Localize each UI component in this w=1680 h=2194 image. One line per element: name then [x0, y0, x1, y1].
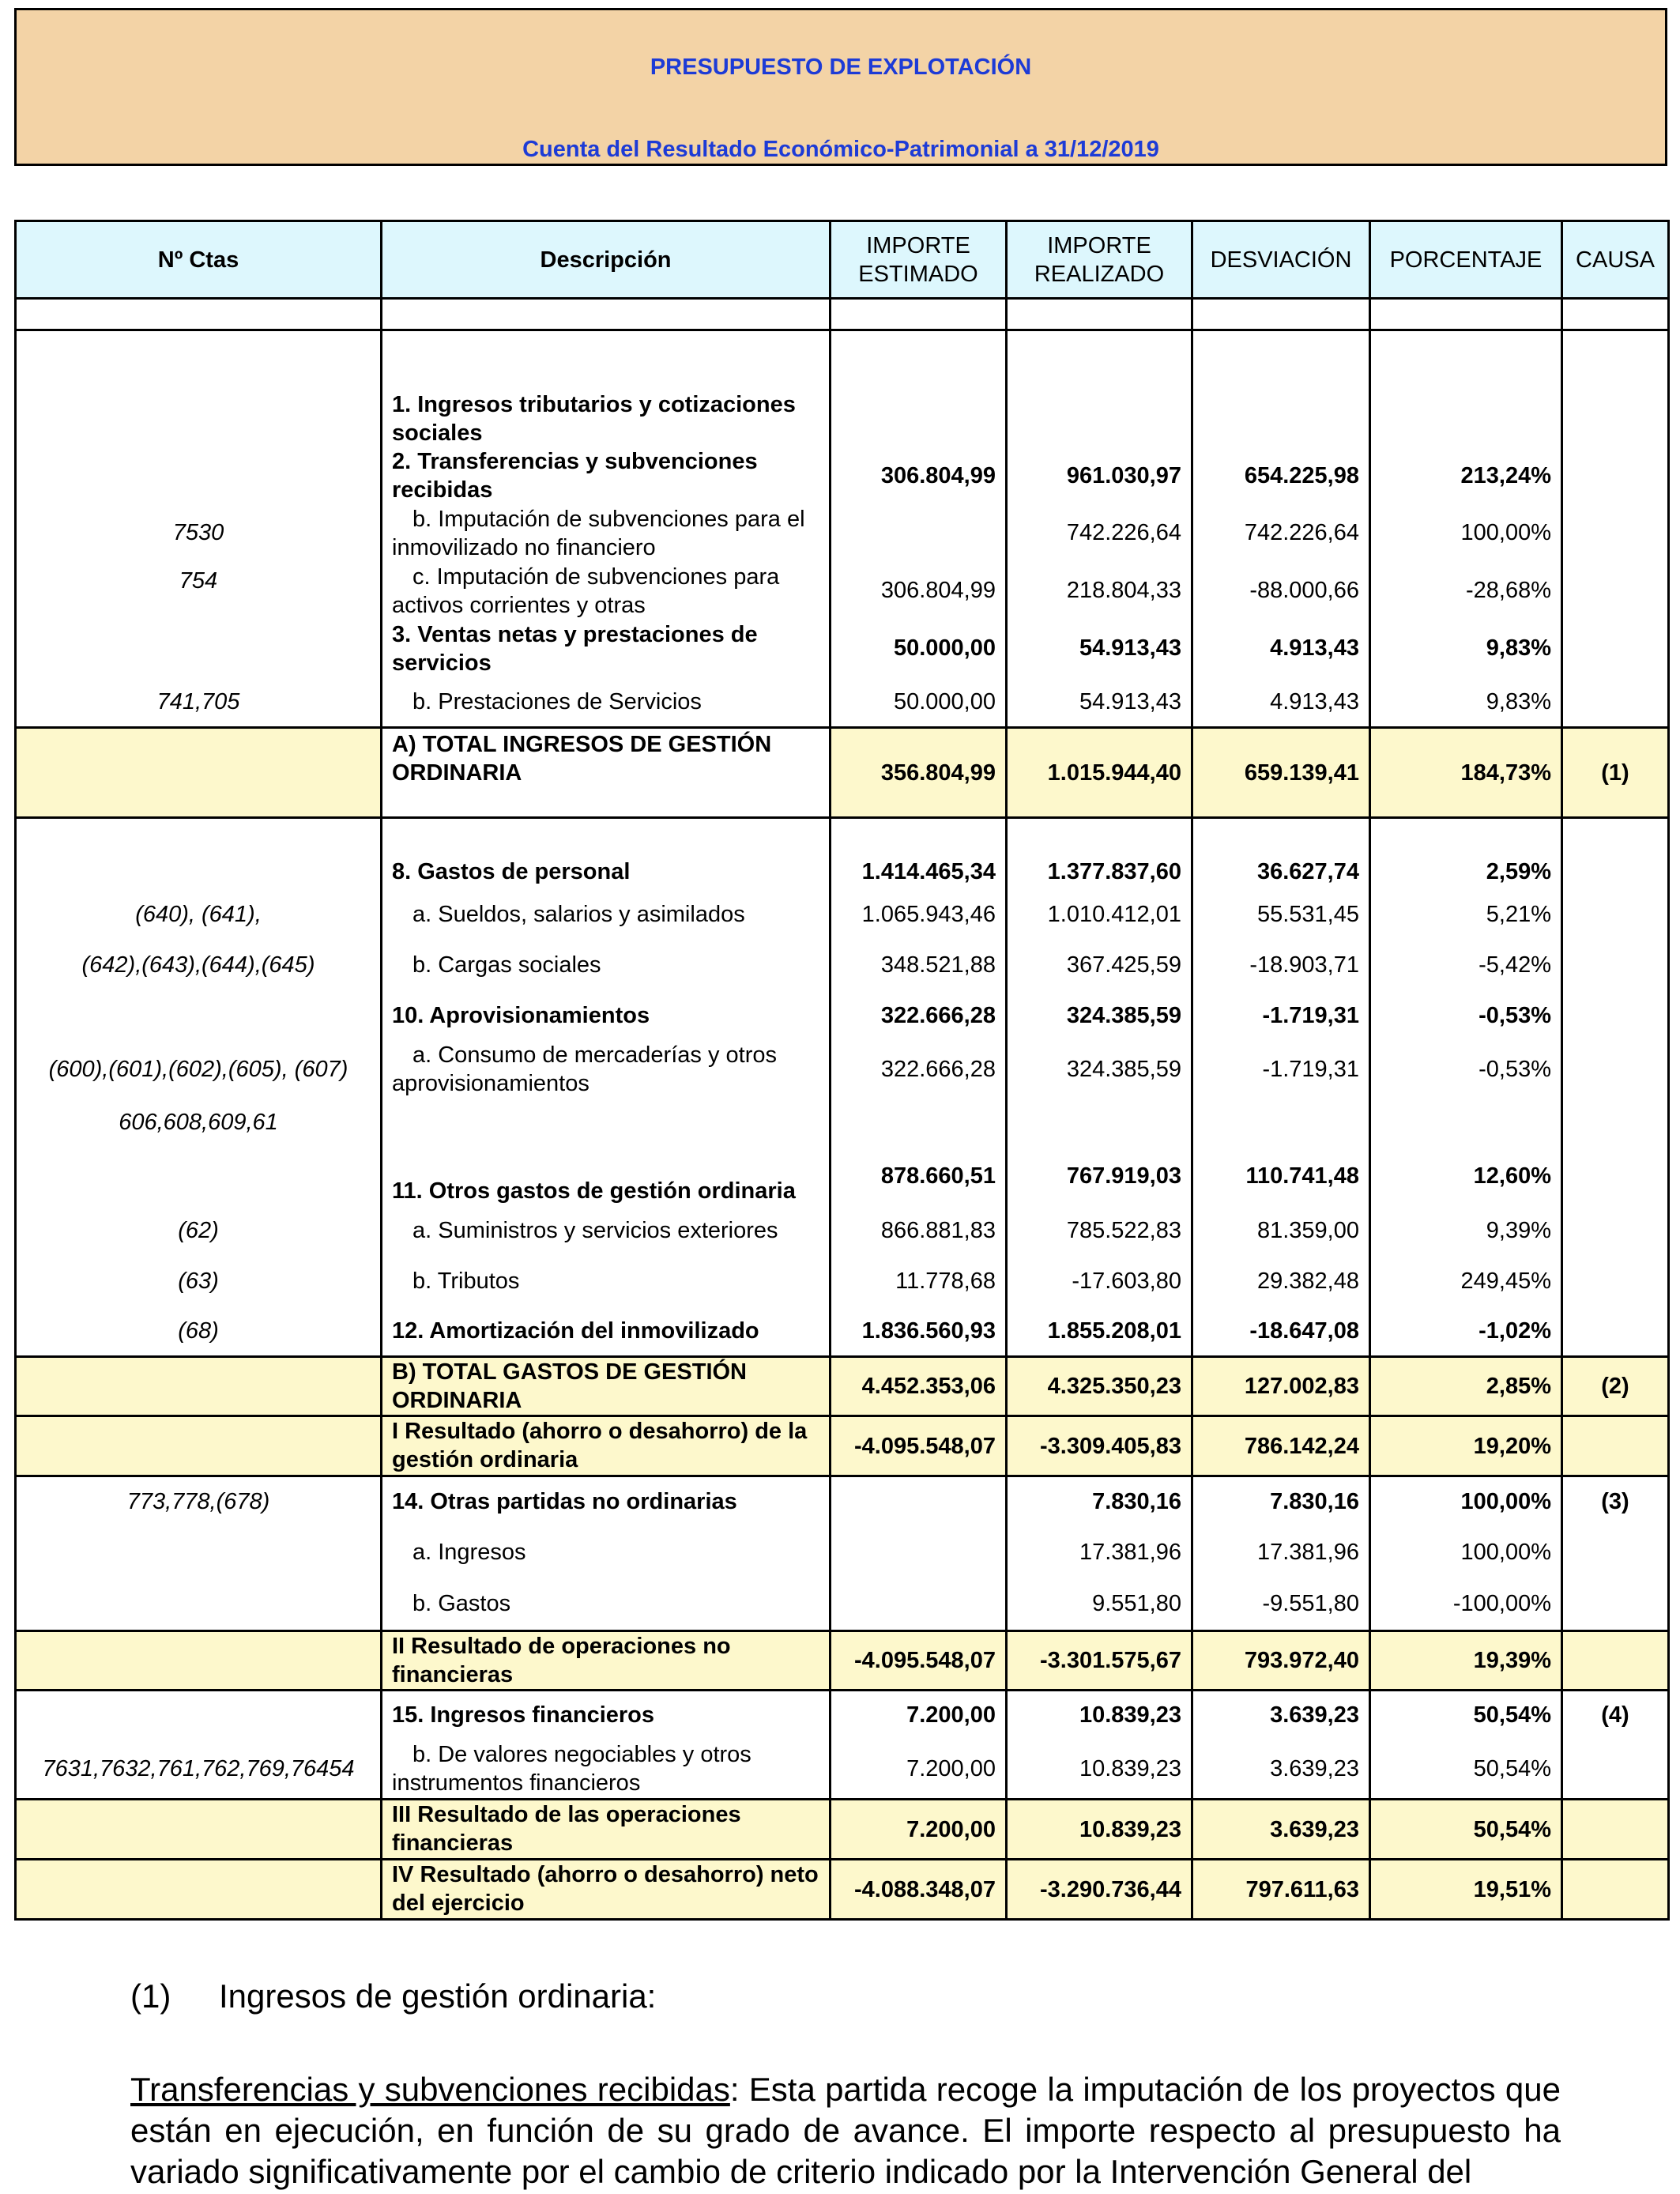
table-row: (62) a. Suministros y servicios exteriores 866.881,83 785.522,83 81.359,00 9,39% [16, 1205, 1669, 1256]
table-row: 754 c. Imputación de subvenciones para activos corrientes y otras 306.804,99 218.804,33 -88.000,66 -28,68% [16, 562, 1669, 620]
table-row: 11. Otros gastos de gestión ordinaria 878.660,51 767.919,03 110.741,48 12,60% [16, 1147, 1669, 1205]
table-row: 3. Ventas netas y prestaciones de servicios 50.000,00 54.913,43 4.913,43 9,83% [16, 620, 1669, 677]
page-title: PRESUPUESTO DE EXPLOTACIÓN [650, 55, 1032, 80]
col-header-porcentaje: PORCENTAJE [1370, 221, 1562, 299]
para-title: Transferencias y subvenciones recibidas [130, 2071, 730, 2108]
table-row: (642),(643),(644),(645) b. Cargas sociales 348.521,88 367.425,59 -18.903,71 -5,42% [16, 940, 1669, 990]
table-row: 7530 b. Imputación de subvenciones para el inmovilizado no financiero 742.226,64 742.226,64 100,00% [16, 504, 1669, 562]
table-row-total: II Resultado de operaciones no financieras -4.095.548,07 -3.301.575,67 793.972,40 19,39% [16, 1631, 1669, 1691]
para-text: : Esta partida recoge la imputación de los proyectos que están en ejecución, en función de su grado de avance. El importe respecto al presupuesto ha variado significativamente por el cambio de criterio indicado por la Intervención General del [130, 2071, 1561, 2190]
table-row: (68) 12. Amortización del inmovilizado 1.836.560,93 1.855.208,01 -18.647,08 -1,02% [16, 1306, 1669, 1357]
table-row: 741,705 b. Prestaciones de Servicios 50.000,00 54.913,43 4.913,43 9,83% [16, 677, 1669, 728]
table-row: (640), (641), a. Sueldos, salarios y asimilados 1.065.943,46 1.010.412,01 55.531,45 5,21% [16, 889, 1669, 940]
table-row: 8. Gastos de personal 1.414.465,34 1.377.837,60 36.627,74 2,59% [16, 818, 1669, 889]
causa-badge: (4) [1562, 1691, 1669, 1740]
table-row: 15. Ingresos financieros 7.200,00 10.839,23 3.639,23 50,54% (4) [16, 1691, 1669, 1740]
col-header-realizado: IMPORTE REALIZADO [1007, 221, 1192, 299]
note-title: Ingresos de gestión ordinaria: [219, 1977, 657, 2015]
col-header-causa: CAUSA [1562, 221, 1669, 299]
table-row-total: A) TOTAL INGRESOS DE GESTIÓN ORDINARIA 356.804,99 1.015.944,40 659.139,41 184,73% (1) [16, 728, 1669, 818]
row-desc: 1. Ingresos tributarios y cotizaciones sociales [382, 330, 831, 447]
col-header-descripcion: Descripción [382, 221, 831, 299]
col-header-ctas: Nº Ctas [16, 221, 382, 299]
causa-badge: (3) [1562, 1476, 1669, 1527]
table-row-total: B) TOTAL GASTOS DE GESTIÓN ORDINARIA 4.452.353,06 4.325.350,23 127.002,83 2,85% (2) [16, 1357, 1669, 1416]
table-row [16, 330, 1669, 447]
col-header-desviacion: DESVIACIÓN [1192, 221, 1370, 299]
table-header-row [16, 221, 1669, 299]
note-number: (1) [130, 1977, 171, 2015]
table-row-total: I Resultado (ahorro o desahorro) de la gestión ordinaria -4.095.548,07 -3.309.405,83 786.142,24 19,20% [16, 1416, 1669, 1476]
title-box [14, 8, 1667, 166]
page-subtitle: Cuenta del Resultado Económico-Patrimonial a 31/12/2019 [522, 137, 1159, 162]
note-paragraph [130, 2069, 1561, 2192]
budget-table-body [14, 329, 1670, 1921]
table-row-total: IV Resultado (ahorro o desahorro) neto del ejercicio -4.088.348,07 -3.290.736,44 797.611,63 19,51% [16, 1860, 1669, 1920]
table-row: (63) b. Tributos 11.778,68 -17.603,80 29.382,48 249,45% [16, 1256, 1669, 1306]
table-row-spacer [16, 299, 1669, 330]
table-row: (600),(601),(602),(605), (607) a. Consumo de mercaderías y otros aprovisionamientos 322.666,28 324.385,59 -1.719,31 -0,53% [16, 1041, 1669, 1098]
table-row: 7631,7632,761,762,769,76454 b. De valores negociables y otros instrumentos financieros 7.200,00 10.839,23 3.639,23 50,54% [16, 1740, 1669, 1800]
table-row: 606,608,609,61 [16, 1098, 1669, 1147]
note-1-heading [130, 1977, 656, 2015]
table-row-total: III Resultado de las operaciones financieras 7.200,00 10.839,23 3.639,23 50,54% [16, 1800, 1669, 1860]
table-row: 10. Aprovisionamientos 322.666,28 324.385,59 -1.719,31 -0,53% [16, 990, 1669, 1041]
causa-badge: (2) [1562, 1357, 1669, 1416]
budget-table [14, 220, 1670, 331]
table-row: 2. Transferencias y subvenciones recibidas 306.804,99 961.030,97 654.225,98 213,24% [16, 447, 1669, 504]
table-row: 773,778,(678) 14. Otras partidas no ordinarias 7.830,16 7.830,16 100,00% (3) [16, 1476, 1669, 1527]
causa-badge: (1) [1562, 728, 1669, 818]
col-header-estimado: IMPORTE ESTIMADO [831, 221, 1007, 299]
table-row: a. Ingresos 17.381,96 17.381,96 100,00% [16, 1527, 1669, 1578]
table-row: b. Gastos 9.551,80 -9.551,80 -100,00% [16, 1578, 1669, 1631]
